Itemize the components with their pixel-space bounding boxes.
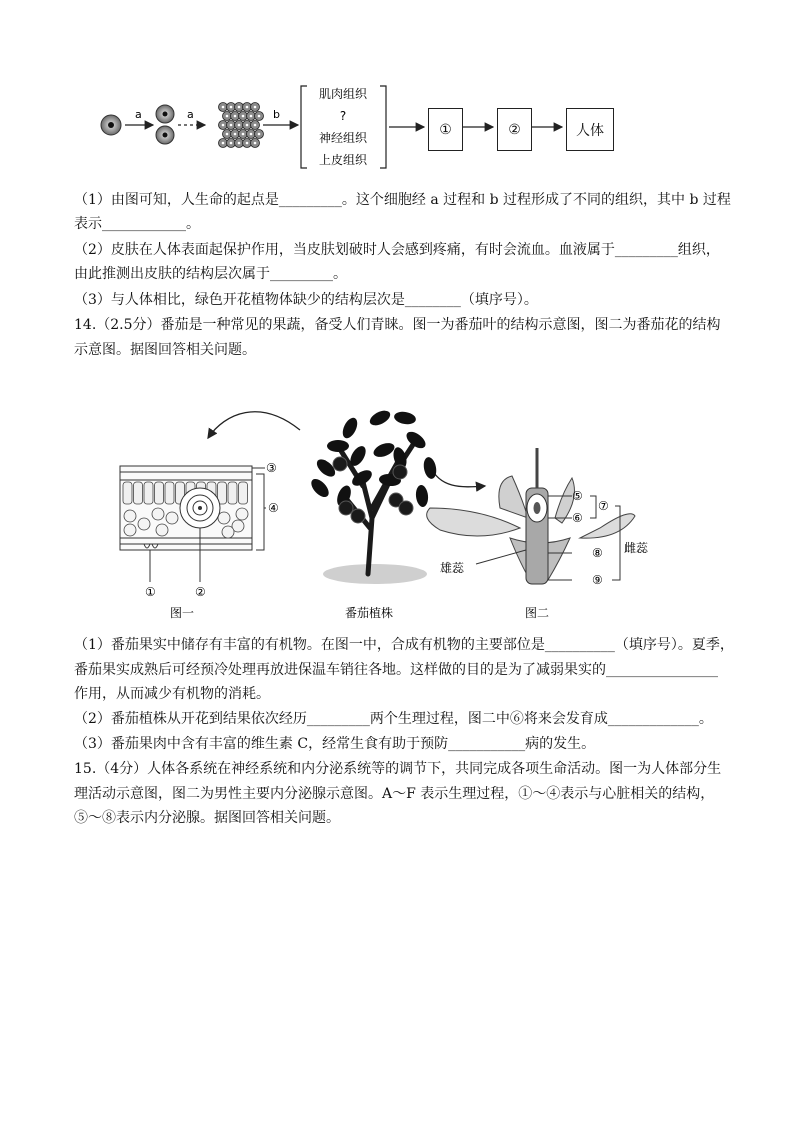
palisade-cell	[165, 482, 174, 504]
plant-fruit	[393, 465, 407, 479]
flower-label-7: ⑦	[598, 499, 609, 513]
plant-leaf	[415, 484, 429, 507]
level-box-1	[428, 108, 463, 151]
plant-fruit	[399, 501, 413, 515]
spongy-cell	[222, 526, 234, 538]
spongy-cell	[124, 524, 136, 536]
spongy-cell	[124, 510, 136, 522]
arrow-to-leaf	[208, 412, 300, 438]
tissue-unknown: ?	[339, 109, 347, 123]
ovule	[534, 502, 541, 514]
plant-leaf	[308, 476, 332, 500]
mass-cell-nucleus	[246, 124, 249, 127]
level-box-2	[497, 108, 532, 151]
single-cell	[101, 115, 121, 135]
tissue-bracket-left	[301, 86, 307, 168]
plant-leaf	[367, 408, 392, 429]
mass-cell-nucleus	[222, 124, 225, 127]
level-box-human	[566, 108, 614, 151]
q14-line-6: （2）番茄植株从开花到结果依次经历_________两个生理过程，图二中⑥将来会发育成_____________。	[74, 711, 713, 727]
tissue-bracket-right	[380, 86, 386, 168]
q13-line-4: 由此推测出皮肤的结构层次属于_________。	[74, 266, 347, 282]
q14-line-2: 示意图。据图回答相关问题。	[74, 342, 256, 358]
mass-cell-nucleus	[246, 142, 249, 145]
q13-line-2: 表示____________。	[74, 216, 200, 232]
mass-cell-nucleus	[254, 142, 257, 145]
sepal-left	[499, 476, 528, 518]
mass-cell-nucleus	[234, 115, 237, 118]
q14-line-4: 番茄果实成熟后可经预冷处理再放进保温车销往各地。这样做的目的是为了减弱果实的________________	[74, 662, 718, 678]
flower-label-5: ⑤	[572, 489, 583, 503]
leaf-label-4: ④	[268, 501, 279, 515]
flower-label-9: ⑨	[592, 573, 603, 587]
mass-cell-nucleus	[230, 106, 233, 109]
q15-line-2: 理活动示意图，图二为男性主要内分泌腺示意图。A～F 表示生理过程，①～④表示与心脏相关的结构，	[74, 786, 715, 802]
q15-line-3: ⑤～⑧表示内分泌腺。据图回答相关问题。	[74, 810, 340, 826]
mass-cell-nucleus	[246, 106, 249, 109]
plant-leaf	[340, 415, 360, 440]
palisade-cell	[123, 482, 132, 504]
plant-caption: 番茄植株	[345, 606, 394, 620]
mass-cell-nucleus	[250, 133, 253, 136]
mass-cell-nucleus	[222, 142, 225, 145]
palisade-cell	[155, 482, 164, 504]
arrow-a1-label: a	[135, 108, 142, 121]
q15-line-1: 15.（4分）人体各系统在神经系统和内分泌系统等的调节下，共同完成各项生命活动。图一为人体部分生	[74, 761, 722, 777]
plant-fruit	[339, 501, 353, 515]
tomato-figures	[100, 368, 660, 626]
tomato-figures-svg	[100, 368, 660, 626]
mass-cell-nucleus	[222, 106, 225, 109]
petal-right	[580, 514, 635, 538]
soil	[323, 564, 427, 584]
spongy-cell	[156, 524, 168, 536]
tomato-plant	[308, 408, 438, 584]
palisade-cell	[239, 482, 248, 504]
arrow-a2-label: a	[187, 108, 194, 121]
mass-cell-nucleus	[226, 115, 229, 118]
flower-pistil-label: 雌蕊	[624, 541, 649, 555]
flower-label-6: ⑥	[572, 511, 583, 525]
plant-leaf	[404, 429, 429, 452]
q13-line-3: （2）皮肤在人体表面起保护作用，当皮肤划破时人会感到疼痛，有时会流血。血液属于_________组织，	[74, 242, 720, 258]
palisade-cell	[144, 482, 153, 504]
petal-left	[427, 508, 520, 536]
plant-leaf	[327, 440, 349, 452]
q13-line-5: （3）与人体相比，绿色开花植物体缺少的结构层次是________（填序号）。	[74, 292, 538, 308]
mass-cell-nucleus	[242, 115, 245, 118]
leaf-caption: 图一	[170, 606, 195, 620]
level-box-1-label: ①	[439, 121, 452, 138]
q13-line-1: （1）由图可知，人生命的起点是_________。这个细胞经 a 过程和 b 过程形成了不同的组织，其中 b 过程	[74, 192, 731, 208]
level-box-2-label: ②	[508, 121, 521, 138]
mass-cell-nucleus	[242, 133, 245, 136]
leaf-cross-section	[120, 466, 266, 582]
spongy-cell	[218, 512, 230, 524]
cell-mass	[219, 103, 264, 148]
leaf-label-3: ③	[266, 461, 277, 475]
plant-leaves	[308, 408, 438, 509]
mass-cell-nucleus	[230, 142, 233, 145]
cell-division-svg	[95, 82, 635, 177]
q14-line-5: 作用，从而减少有机物的消耗。	[74, 686, 270, 702]
cell-development-diagram	[95, 82, 635, 177]
mass-cell-nucleus	[226, 133, 229, 136]
plant-leaf	[372, 440, 397, 459]
mass-cell-nucleus	[254, 124, 257, 127]
tissue-muscle: 肌肉组织	[318, 87, 368, 101]
spongy-cell	[138, 518, 150, 530]
plant-leaf	[393, 410, 417, 426]
leaf-label-1: ①	[145, 585, 156, 599]
q14-line-1: 14.（2.5分）番茄是一种常见的果蔬，备受人们青睐。图一为番茄叶的结构示意图，图二为番茄花的结构	[74, 317, 721, 333]
two-cells	[156, 105, 174, 144]
mass-cell-nucleus	[254, 106, 257, 109]
plant-fruit	[351, 509, 365, 523]
spongy-cell	[152, 508, 164, 520]
arrow-b-label: b	[273, 108, 280, 121]
mass-cell-nucleus	[230, 124, 233, 127]
plant-fruit	[333, 457, 347, 471]
palisade-cell	[228, 482, 237, 504]
spongy-cell	[236, 508, 248, 520]
flower-caption: 图二	[525, 606, 550, 620]
spongy-cell	[166, 512, 178, 524]
mass-cell-nucleus	[258, 133, 261, 136]
flower-stamen-label: 雄蕊	[440, 561, 465, 575]
mass-cell-nucleus	[238, 142, 241, 145]
arrow-to-flower	[430, 466, 485, 487]
leaf-label-2: ②	[195, 585, 206, 599]
level-box-human-label: 人体	[576, 122, 604, 139]
q14-line-3: （1）番茄果实中储存有丰富的有机物。在图一中，合成有机物的主要部位是__________（填序号）。夏季，	[74, 637, 734, 653]
flower-label-8: ⑧	[592, 546, 603, 560]
mass-cell-nucleus	[258, 115, 261, 118]
tissue-nerve: 神经组织	[318, 131, 368, 145]
mass-cell-nucleus	[250, 115, 253, 118]
mass-cell-nucleus	[238, 106, 241, 109]
mass-cell-nucleus	[234, 133, 237, 136]
palisade-cell	[134, 482, 143, 504]
tissue-epithelial: 上皮组织	[318, 153, 368, 167]
plant-leaf	[422, 456, 438, 480]
q14-line-7: （3）番茄果肉中含有丰富的维生素 C，经常生食有助于预防___________病的发生。	[74, 736, 596, 752]
mass-cell-nucleus	[238, 124, 241, 127]
